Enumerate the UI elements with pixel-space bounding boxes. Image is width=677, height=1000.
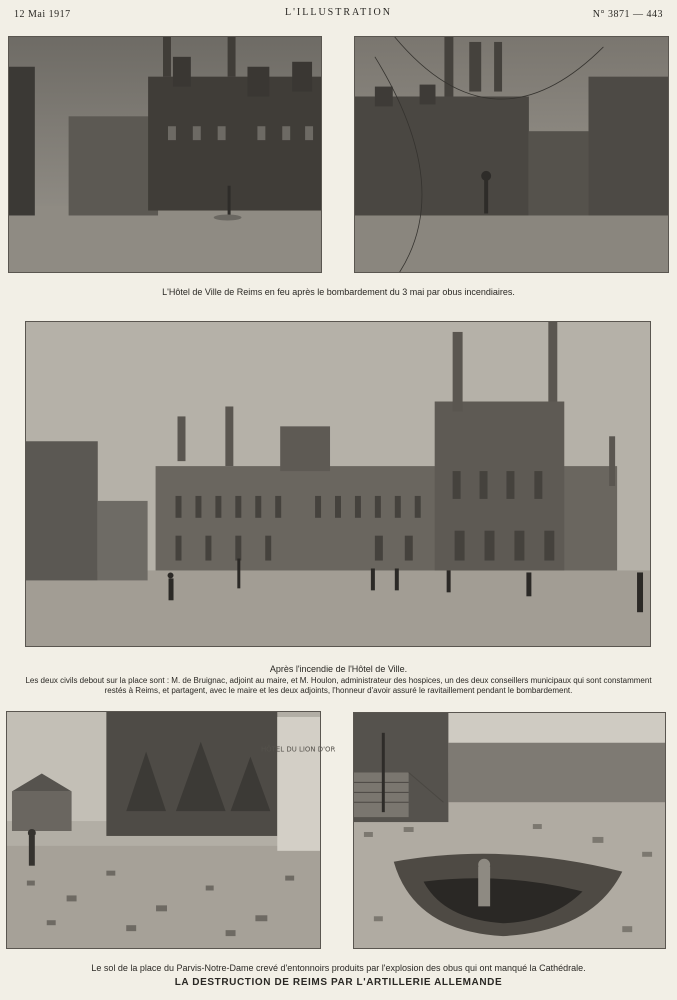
photo-shell-crater (353, 712, 666, 949)
photo-parvis-notre-dame (6, 711, 336, 949)
caption-middle-title: Après l'incendie de l'Hôtel de Ville. (269, 664, 408, 674)
photo-hotel-de-ville-burning-right (354, 36, 669, 273)
page-headline: LA DESTRUCTION DE REIMS PAR L'ARTILLERIE ALLEMANDE (174, 977, 503, 988)
photo-hotel-de-ville-ruins (25, 321, 651, 647)
photo-hotel-de-ville-burning-left (8, 36, 322, 273)
issue-number: N° 3871 — 443 (592, 9, 663, 20)
issue-date: 12 Mai 1917 (14, 9, 71, 20)
caption-bottom: Le sol de la place du Parvis-Notre-Dame crevé d'entonnoirs produits par l'explosion des obus qui ont manqué la Cathédrale. (91, 963, 586, 973)
caption-top: L'Hôtel de Ville de Reims en feu après le bombardement du 3 mai par obus incendiaires. (162, 287, 515, 297)
publication-title: L'ILLUSTRATION (284, 7, 392, 18)
caption-middle-text: Les deux civils debout sur la place sont : M. de Bruignac, adjoint au maire, et M. Houlon, administrateur des hospices, un des deux conseillers municipaux qui sont constamment restés à Reims, et partagent, avec le maire et les deux adjoints, l'honneur d'avoir assuré le ravitaillement pendant le bombardement. (25, 676, 652, 695)
hotel-sign-text: HÔTEL DU LION D'OR (260, 745, 336, 754)
